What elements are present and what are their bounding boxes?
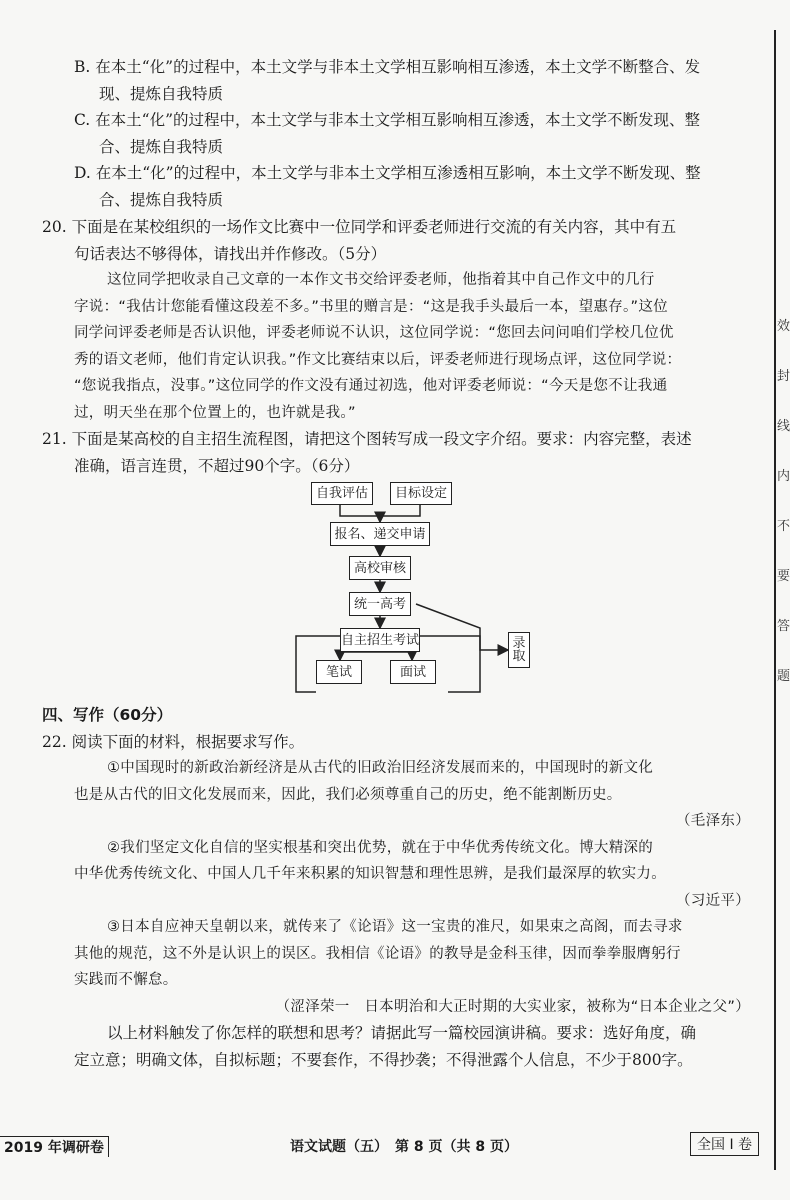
q22-stem: 22. 阅读下面的材料，根据要求写作。 — [42, 732, 305, 751]
material-line: 其他的规范，这不外是认识上的误区。我相信《论语》的教导是金科玉律，因而拳拳服膺躬行 — [74, 945, 681, 962]
section-title: 四、写作（60分） — [42, 706, 173, 724]
option-d-line1: D. 在本土“化”的过程中，本土文学与非本土文学相互渗透相互影响，本土文学不断发现、整 — [74, 164, 701, 182]
margin-char: 内 — [777, 469, 790, 484]
footer-edition-badge: 全国 I 卷 — [690, 1132, 759, 1156]
option-c-line1: C. 在本土“化”的过程中，本土文学与非本土文学相互影响相互渗透，本土文学不断发现、整 — [74, 111, 701, 129]
flow-written-test: 笔试 — [316, 660, 362, 684]
flow-university-review: 高校审核 — [349, 556, 411, 580]
margin-char: 答 — [777, 619, 790, 634]
flow-independent-exam: 自主招生考试 — [340, 628, 420, 652]
flow-admission-char: 取 — [512, 649, 526, 664]
option-c-line2: 合、提炼自我特质 — [99, 137, 224, 156]
material-line: ②我们坚定文化自信的坚实根基和突出优势，就在于中华优秀传统文化。博大精深的 — [107, 839, 654, 856]
q20-passage-line: 这位同学把收录自己文章的一本作文书交给评委老师，他指着其中自己作文中的几行 — [107, 272, 655, 288]
q20-passage-line: 秀的语文老师，他们肯定认识我。”作文比赛结束以后，评委老师进行现场点评，这位同学说： — [74, 351, 682, 368]
footer-page-info: 语文试题（五） 第 8 页（共 8 页） — [290, 1139, 518, 1155]
q20-stem-line2: 句话表达不够得体，请找出并作修改。（5分） — [74, 244, 387, 263]
flow-interview: 面试 — [390, 660, 436, 684]
flow-gaokao: 统一高考 — [349, 592, 411, 616]
task-line: 以上材料触发了你怎样的联想和思考？请据此写一篇校园演讲稿。要求：选好角度，确 — [107, 1024, 697, 1042]
writing-task — [42, 1020, 762, 1073]
footer-year-label: 2019 年调研卷 — [0, 1136, 109, 1157]
q20-passage-line: 同学问评委老师是否认识他，评委老师说不认识，这位同学说：“您回去问问咱们学校几位优 — [74, 325, 674, 341]
option-b-line1: B. 在本土“化”的过程中，本土文学与非本土文学相互影响相互渗透，本土文学不断整合、发 — [74, 58, 701, 76]
margin-char: 不 — [777, 519, 790, 534]
flow-self-evaluation: 自我评估 — [311, 482, 373, 505]
q20-passage-line: 字说：“我估计您能看懂这段差不多。”书里的赠言是：“这是我手头最后一本，望惠存。”这位 — [74, 298, 668, 315]
margin-char: 线 — [777, 419, 790, 434]
section-writing — [42, 702, 762, 1073]
flow-admission-char: 录 — [512, 636, 526, 651]
q22-materials — [42, 755, 762, 1020]
flow-admission — [508, 632, 530, 668]
material-source: （习近平） — [676, 892, 750, 909]
margin-char: 效 — [777, 319, 790, 334]
margin-char: 要 — [777, 569, 790, 584]
flow-apply: 报名、递交申请 — [330, 522, 430, 546]
q21-stem-line2: 准确，语言连贯，不超过90个字。（6分） — [74, 456, 360, 475]
margin-char: 题 — [777, 669, 790, 684]
q20-passage-line: “您说我指点，没事。”这位同学的作文没有通过初选，他对评委老师说：“今天是您不让我通 — [74, 378, 668, 394]
q21-stem-line1: 21. 下面是某高校的自主招生流程图，请把这个图转写成一段文字介绍。要求：内容完整，表述 — [42, 430, 692, 448]
margin-char: 封 — [777, 369, 790, 384]
q20-passage-line: 过，明天坐在那个位置上的，也许就是我。” — [74, 404, 356, 421]
option-b-line2: 现、提炼自我特质 — [99, 84, 224, 103]
material-line: 中华优秀传统文化、中国人几千年来积累的知识智慧和理性思辨，是我们最深厚的软实力。 — [74, 866, 666, 882]
material-line: ③日本自应神天皇朝以来，就传来了《论语》这一宝贵的准尺，如果束之高阁，而去寻求 — [107, 919, 683, 935]
material-source: （毛泽东） — [676, 813, 750, 829]
q20-stem-line1: 20. 下面是在某校组织的一场作文比赛中一位同学和评委老师进行交流的有关内容，其中有五 — [42, 218, 677, 236]
option-d-line2: 合、提炼自我特质 — [99, 190, 224, 209]
task-line: 定立意；明确文体，自拟标题；不要套作，不得抄袭；不得泄露个人信息，不少于800字。 — [74, 1050, 693, 1069]
material-line: 实践而不懈怠。 — [74, 972, 178, 988]
material-line: 也是从古代的旧文化发展而来，因此，我们必须尊重自己的历史，绝不能割断历史。 — [74, 786, 622, 803]
material-line: ①中国现时的新政治新经济是从古代的旧政治旧经济发展而来的，中国现时的新文化 — [107, 760, 654, 776]
page-footer — [0, 1130, 790, 1160]
flow-goal-setting: 目标设定 — [390, 482, 452, 505]
material-source: （涩泽荣一 日本明治和大正时期的大实业家，被称为“日本企业之父”） — [275, 998, 750, 1015]
